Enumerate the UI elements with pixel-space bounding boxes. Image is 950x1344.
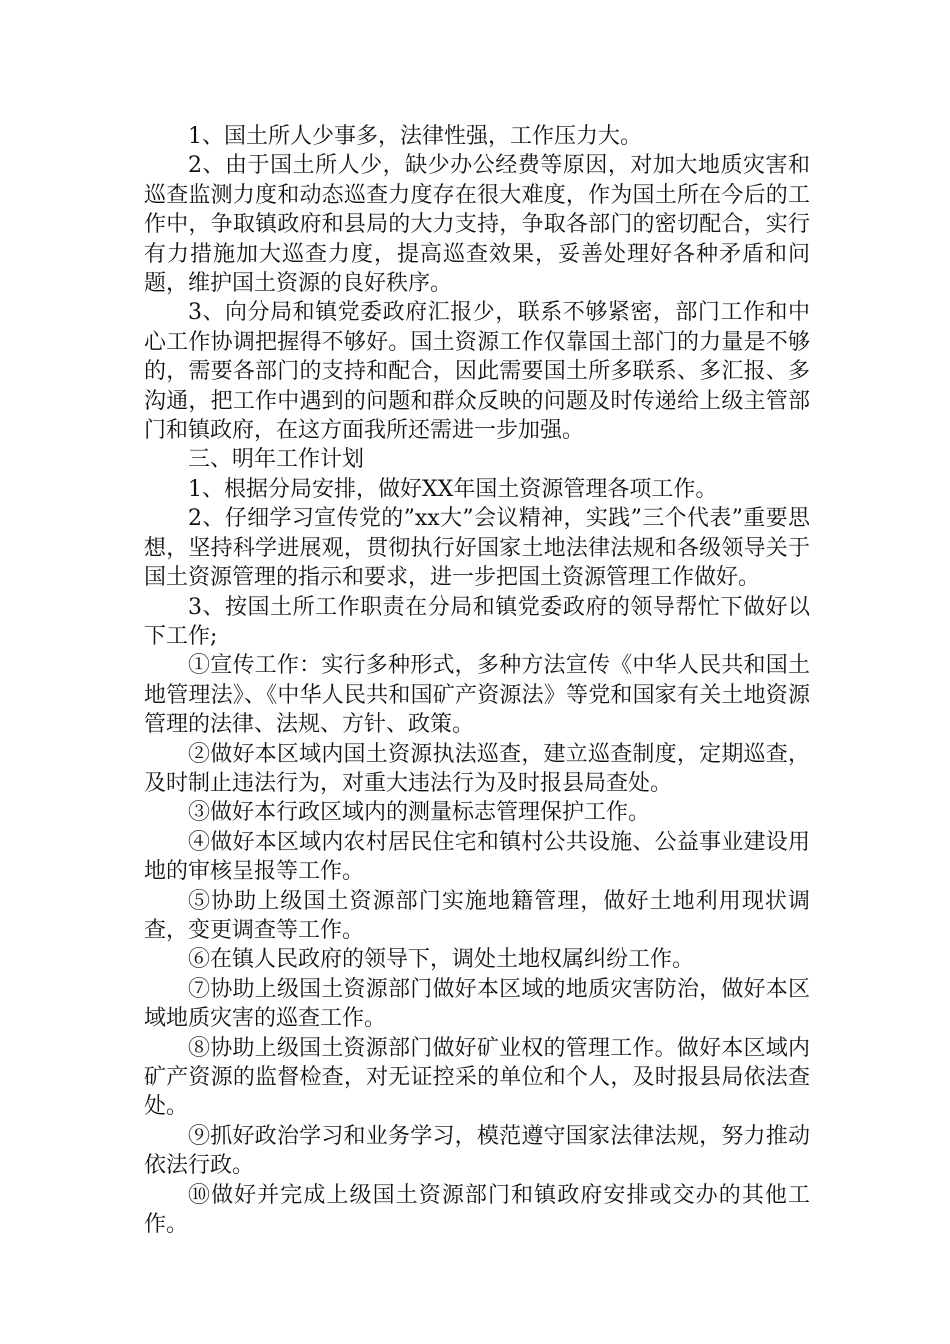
list-item-6: ⑥在镇人民政府的领导下，调处土地权属纠纷工作。 bbox=[188, 947, 695, 973]
document-body bbox=[144, 122, 810, 1239]
list-item-2: ②做好本区域内国土资源执法巡查，建立巡查制度，定期巡查，及时制止违法行为，对重大违法行为及时报县局查处。 bbox=[144, 741, 810, 796]
paragraph-plan-1: 1、根据分局安排，做好XX年国土资源管理各项工作。 bbox=[188, 476, 718, 502]
paragraph-plan-3: 3、按国土所工作职责在分局和镇党委政府的领导帮忙下做好以下工作; bbox=[144, 594, 810, 649]
list-item-1: ①宣传工作：实行多种形式，多种方法宣传《中华人民共和国土地管理法》、《中华人民共和国矿产资源法》等党和国家有关土地资源管理的法律、法规、方针、政策。 bbox=[144, 653, 810, 738]
paragraph-problem-2: 2、由于国土所人少，缺少办公经费等原因，对加大地质灾害和巡查监测力度和动态巡查力度存在很大难度，作为国土所在今后的工作中，争取镇政府和县局的大力支持，争取各部门的密切配合，实行有力措施加大巡查力度，提高巡查效果，妥善处理好各种矛盾和问题，维护国土资源的良好秩序。 bbox=[144, 153, 810, 297]
section-heading-next-year-plan: 三、明年工作计划 bbox=[188, 447, 365, 473]
list-item-10: ⑩做好并完成上级国土资源部门和镇政府安排或交办的其他工作。 bbox=[144, 1182, 810, 1238]
list-item-9: ⑨抓好政治学习和业务学习，模范遵守国家法律法规，努力推动依法行政。 bbox=[144, 1123, 810, 1179]
list-item-3: ③做好本行政区域内的测量标志管理保护工作。 bbox=[188, 800, 651, 826]
list-item-7: ⑦协助上级国土资源部门做好本区域的地质灾害防治，做好本区域地质灾害的巡查工作。 bbox=[144, 976, 810, 1032]
paragraph-plan-2: 2、仔细学习宣传党的”xx大”会议精神，实践”三个代表”重要思想，坚持科学进展观，贯彻执行好国家土地法律法规和各级领导关于国土资源管理的指示和要求，进一步把国土资源管理工作做好。 bbox=[144, 506, 810, 591]
list-item-5: ⑤协助上级国土资源部门实施地籍管理，做好土地利用现状调查，变更调查等工作。 bbox=[144, 888, 810, 943]
paragraph-problem-1: 1、国土所人少事多，法律性强，工作压力大。 bbox=[188, 124, 642, 149]
list-item-8: ⑧协助上级国土资源部门做好矿业权的管理工作。做好本区域内矿产资源的监督检查，对无证控采的单位和个人，及时报县局依法查处。 bbox=[144, 1035, 810, 1120]
list-item-4: ④做好本区域内农村居民住宅和镇村公共设施、公益事业建设用地的审核呈报等工作。 bbox=[144, 829, 810, 885]
paragraph-problem-3: 3、向分局和镇党委政府汇报少，联系不够紧密，部门工作和中心工作协调把握得不够好。国土资源工作仅靠国土部门的力量是不够的，需要各部门的支持和配合，因此需要国土所多联系、多汇报、多沟通，把工作中遇到的问题和群众反映的问题及时传递给上级主管部门和镇政府，在这方面我所还需进一步加强。 bbox=[144, 300, 810, 444]
